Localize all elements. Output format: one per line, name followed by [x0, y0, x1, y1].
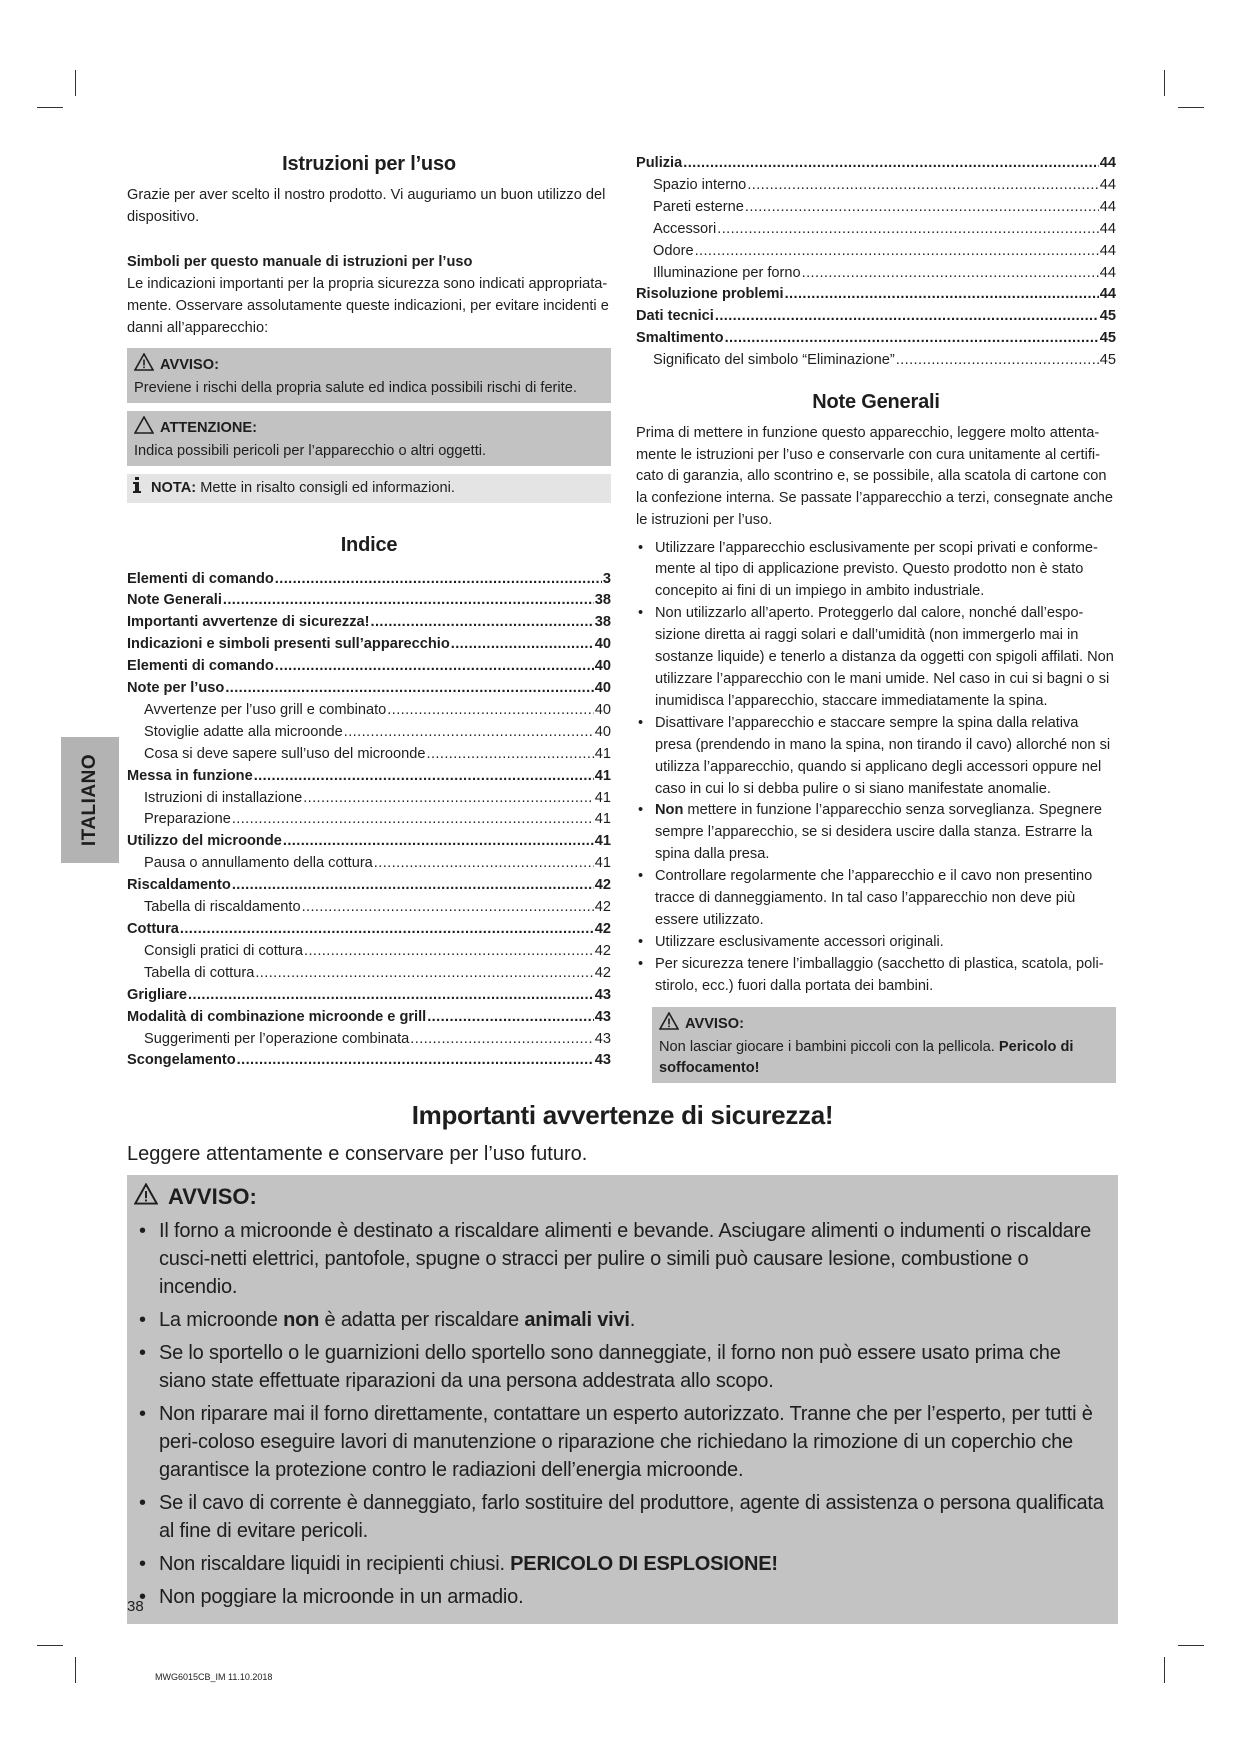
toc-entry-page: 41 [594, 789, 611, 806]
toc-leader-dots [188, 985, 594, 1007]
film-warning-box [652, 1007, 1116, 1083]
list-item-text: Utilizzare esclusivamente accessori originali. [655, 933, 944, 950]
list-item-text: Non utilizzarlo all’aperto. Proteggerlo dal calore, nonché dall’espo-sizione diretta ai raggi solari e dall’umidità (non immergerlo mai in sostanze liquide) e tenerlo a distanza da oggetti con spigoli affilati. Non utilizzare l’apparecchio con le mani umide. Nel caso in cui si bagni o si inumidisca l’apparecchio, staccare immediatamente la spina. [655, 605, 1114, 709]
toc-leader-dots [232, 875, 594, 897]
list-item [636, 932, 1116, 954]
safety-intro: Leggere attentamente e conservare per l’uso futuro. [127, 1143, 588, 1165]
toc-leader-dots [683, 153, 1099, 175]
safety-item-text: Se il cavo di corrente è danneggiato, farlo sostituire del produttore, agente di assistenza o persona qualificata al fine di evitare pericoli. [159, 1492, 1104, 1542]
toc-entry-page: 42 [594, 964, 611, 981]
toc-entry-label: Suggerimenti per l’operazione combinata [144, 1030, 410, 1047]
toc-leader-dots [180, 919, 594, 941]
safety-section [127, 1100, 1118, 1624]
toc-entry-label: Elementi di comando [127, 570, 274, 587]
toc-entry [127, 941, 611, 963]
safety-item-text: Se lo sportello o le guarnizioni dello sportello sono danneggiate, il forno non può essere usato prima che siano state effettuate riparazioni da una persona addestrata allo scopo. [159, 1342, 1061, 1392]
safety-item-emphasis: PERICOLO DI ESPLOSIONE! [510, 1553, 778, 1575]
caution-title: ATTENZIONE: [160, 419, 258, 436]
toc-leader-dots [695, 241, 1099, 263]
safety-item-text: è adatta per riscaldare [319, 1309, 525, 1331]
list-item-text: Controllare regolarmente che l’apparecchio e il cavo non presentino tracce di danneggiamento. In tal caso l’apparecchio non deve più essere utilizzato. [655, 868, 1093, 928]
safety-item-text: Non riparare mai il forno direttamente, contattare un esperto autorizzato. Tranne che per l’esperto, per tutti è peri-coloso eseguire lavori di manutenzione o riparazione che richiedano la rimozione di un coperchio che garantisce la protezione contro le radiazioni dell’energia microonde. [159, 1403, 1093, 1481]
toc-entry-label: Grigliare [127, 986, 188, 1003]
toc-leader-dots [451, 634, 594, 656]
toc-entry-page: 40 [594, 723, 611, 740]
safety-item-text: . [629, 1309, 636, 1331]
warning-triangle-icon [134, 353, 160, 378]
toc-entry-page: 40 [594, 636, 611, 653]
toc-entry [636, 197, 1116, 219]
toc-entry-page: 3 [602, 570, 611, 587]
toc-entry-label: Smaltimento [636, 330, 724, 347]
safety-item-emphasis: animali vivi [524, 1309, 630, 1331]
page-number: 38 [127, 1598, 144, 1615]
language-tab [61, 737, 119, 863]
toc-entry-label: Accessori [653, 220, 717, 237]
crop-mark [1178, 107, 1204, 108]
toc-entry-page: 44 [1099, 155, 1116, 171]
toc-entry [636, 175, 1116, 197]
toc-entry [127, 809, 611, 831]
footer-code: MWG6015CB_IM 11.10.2018 [155, 1672, 273, 1682]
toc-entry-label: Pareti esterne [653, 198, 744, 215]
toc-entry-label: Pausa o annullamento della cottura [144, 855, 373, 872]
toc-entry [636, 306, 1116, 328]
safety-item-emphasis: non [283, 1309, 320, 1331]
toc-entry-label: Utilizzo del microonde [127, 833, 282, 850]
left-column [127, 153, 611, 1072]
toc-leader-dots [717, 219, 1099, 241]
warning-box [127, 348, 611, 403]
intro-text: Grazie per aver scelto il nostro prodotto. Vi auguriamo un buon utilizzo del dispositivo. [127, 187, 606, 225]
toc-entry-page: 40 [594, 680, 611, 697]
toc-entry [127, 897, 611, 919]
toc-entry-label: Messa in funzione [127, 767, 253, 784]
toc-entry-label: Indicazioni e simboli presenti sull’apparecchio [127, 636, 450, 653]
list-item [636, 713, 1116, 801]
toc-entry [127, 1050, 611, 1072]
toc-entry-page: 42 [594, 942, 611, 959]
toc-entry-page: 45 [1099, 308, 1116, 325]
caution-text: Indica possibili pericoli per l’apparecchio o altri oggetti. [134, 442, 487, 459]
toc-entry [127, 634, 611, 656]
section-title-instructions: Istruzioni per l’uso [282, 153, 456, 175]
toc-entry-label: Dati tecnici [636, 308, 714, 325]
list-item [636, 538, 1116, 604]
crop-mark [75, 70, 76, 96]
toc-entry-page: 43 [594, 986, 611, 1003]
crop-mark [1178, 1645, 1204, 1646]
toc-entry-label: Cosa si deve sapere sull’uso del microonde [144, 745, 426, 762]
toc-entry-page: 38 [594, 592, 611, 609]
toc-leader-dots [302, 897, 594, 919]
toc-entry-label: Istruzioni di installazione [144, 789, 303, 806]
safety-item-text: Non riscaldare liquidi in recipienti chiusi. [159, 1553, 511, 1575]
warning-triangle-icon [659, 1012, 685, 1037]
toc-entry-page: 42 [594, 921, 611, 938]
note-text: Mette in risalto consigli ed informazioni. [200, 479, 455, 496]
toc-leader-dots [225, 678, 593, 700]
toc-entry-label: Odore [653, 242, 694, 259]
safety-item-text: Il forno a microonde è destinato a riscaldare alimenti e bevande. Asciugare alimenti o indumenti o riscaldare cusci-netti elettrici, pantofole, spugne o stracci per pulire o simili può causare lesione, combustione o incendio. [159, 1220, 1092, 1298]
toc-entry-page: 45 [1099, 330, 1116, 347]
toc-entry [127, 678, 611, 700]
toc-leader-dots [725, 328, 1099, 350]
toc-entry [127, 766, 611, 788]
toc-leader-dots [427, 744, 594, 766]
index-title: Indice [340, 533, 398, 556]
toc-entry-page: 42 [594, 899, 611, 916]
toc-entry-page: 43 [594, 1030, 611, 1047]
symbols-heading: Simboli per questo manuale di istruzioni per l’uso [127, 254, 473, 271]
toc-entry-label: Tabella di cottura [144, 964, 255, 981]
toc-entry [636, 263, 1116, 285]
table-of-contents-continued [636, 153, 1116, 372]
toc-leader-dots [232, 809, 594, 831]
toc-leader-dots [374, 853, 594, 875]
toc-entry-label: Risoluzione problemi [636, 286, 784, 303]
toc-entry-page: 44 [1099, 242, 1116, 259]
general-notes-list [636, 538, 1116, 998]
toc-entry-page: 41 [594, 833, 611, 850]
safety-list-item [134, 1550, 1106, 1578]
toc-entry-page: 41 [594, 745, 611, 762]
toc-leader-dots [427, 1007, 594, 1029]
toc-entry [636, 153, 1116, 175]
toc-leader-dots [747, 175, 1098, 197]
note-box [127, 474, 611, 503]
list-item-text: mettere in funzione l’apparecchio senza sorveglianza. Spegnere sempre l’apparecchio, se si desidera uscire dalla stanza. Estrarre la spina dalla presa. [655, 802, 1102, 863]
caution-triangle-icon [134, 416, 160, 441]
safety-list-item [134, 1306, 1106, 1334]
toc-entry [127, 744, 611, 766]
safety-list-item [134, 1583, 1106, 1611]
toc-entry-label: Tabella di riscaldamento [144, 899, 301, 916]
safety-warning-box [127, 1175, 1118, 1624]
crop-mark [1164, 70, 1165, 96]
toc-leader-dots [223, 590, 594, 612]
safety-list [134, 1217, 1106, 1611]
toc-entry [127, 853, 611, 875]
safety-title: Importanti avvertenze di sicurezza! [411, 1100, 834, 1130]
toc-entry [636, 241, 1116, 263]
list-item [636, 954, 1116, 998]
toc-entry-label: Riscaldamento [127, 877, 231, 894]
toc-entry-label: Preparazione [144, 811, 231, 828]
toc-entry-page: 41 [594, 811, 611, 828]
warning-triangle-icon [134, 1183, 168, 1211]
toc-entry [636, 284, 1116, 306]
toc-entry [127, 919, 611, 941]
list-item-emphasis: Non [655, 802, 684, 819]
caution-box [127, 411, 611, 466]
safety-list-item [134, 1400, 1106, 1484]
crop-mark [75, 1657, 76, 1683]
symbols-text: Le indicazioni importanti per la propria sicurezza sono indicati appropriata-mente. Osservare assolutamente queste indicazioni, per evitare incidenti e danni all’apparecchio: [127, 276, 609, 336]
toc-entry-page: 42 [594, 877, 611, 894]
toc-entry-label: Elementi di comando [127, 658, 274, 675]
warning-text: Previene i rischi della propria salute ed indica possibili rischi di ferite. [134, 379, 577, 396]
note-label: NOTA: [151, 479, 197, 496]
toc-entry-label: Significato del simbolo “Eliminazione” [653, 352, 895, 369]
toc-entry [127, 1029, 611, 1051]
toc-entry-label: Pulizia [636, 155, 683, 171]
toc-leader-dots [344, 722, 594, 744]
film-warning-danger: Pericolo di soffocamento! [659, 1038, 1074, 1076]
toc-entry [636, 219, 1116, 241]
warning-title: AVVISO: [160, 356, 219, 373]
toc-entry-page: 44 [1099, 220, 1116, 237]
toc-leader-dots [387, 700, 593, 722]
toc-entry [127, 875, 611, 897]
toc-entry [127, 722, 611, 744]
toc-entry [127, 590, 611, 612]
safety-list-item [134, 1339, 1106, 1395]
crop-mark [37, 107, 63, 108]
toc-leader-dots [255, 963, 593, 985]
toc-leader-dots [715, 306, 1099, 328]
toc-entry-label: Note per l’uso [127, 680, 225, 697]
toc-entry-page: 44 [1099, 264, 1116, 281]
film-warning-title: AVVISO: [685, 1015, 744, 1032]
toc-entry [127, 612, 611, 634]
toc-entry-page: 44 [1099, 176, 1116, 193]
toc-leader-dots [237, 1050, 594, 1072]
toc-entry-page: 43 [594, 1008, 611, 1025]
safety-item-text: Non poggiare la microonde in un armadio. [159, 1586, 524, 1608]
safety-list-item [134, 1217, 1106, 1301]
toc-entry [127, 831, 611, 853]
film-warning-text: Non lasciar giocare i bambini piccoli con la pellicola. [659, 1038, 999, 1055]
toc-entry-label: Importanti avvertenze di sicurezza! [127, 614, 370, 631]
toc-leader-dots [785, 284, 1099, 306]
general-notes-text: Prima di mettere in funzione questo apparecchio, leggere molto attenta-mente le istruzioni per l’uso e conservarle con cura unitamente al certifi-cato di garanzia, allo scontrino e, se possibile, alla scatola di cartone con la confezione interna. Se passate l’apparecchio a terzi, consegnate anche le istruzioni per l’uso. [636, 425, 1114, 528]
toc-entry-page: 40 [594, 701, 611, 718]
list-item-text: Disattivare l’apparecchio e staccare sempre la spina dalla relativa presa (prendendo in mano la spina, non tirando il cavo) allorché non si utilizza l’apparecchio, quando si applicano degli accessori oppure nel caso in cui lo si debba pulire o si siano manifestate anomalie. [655, 714, 1111, 797]
toc-entry-label: Modalità di combinazione microonde e grill [127, 1008, 427, 1025]
toc-leader-dots [254, 766, 594, 788]
toc-leader-dots [275, 569, 602, 591]
list-item [636, 866, 1116, 932]
toc-entry-page: 44 [1099, 198, 1116, 215]
toc-entry-page: 38 [594, 614, 611, 631]
toc-entry [636, 350, 1116, 372]
toc-leader-dots [410, 1029, 593, 1051]
toc-entry [127, 569, 611, 591]
safety-list-item [134, 1489, 1106, 1545]
toc-leader-dots [896, 350, 1099, 372]
toc-leader-dots [371, 612, 594, 634]
toc-entry-page: 41 [594, 767, 611, 784]
safety-warning-title: AVVISO: [168, 1184, 257, 1209]
list-item [636, 603, 1116, 713]
section-title-general-notes: Note Generali [812, 391, 940, 414]
toc-entry [636, 328, 1116, 350]
toc-entry [127, 985, 611, 1007]
toc-leader-dots [304, 941, 594, 963]
toc-entry-page: 40 [594, 658, 611, 675]
toc-leader-dots [283, 831, 594, 853]
list-item [636, 800, 1116, 866]
info-icon [133, 477, 151, 500]
toc-entry-page: 45 [1099, 352, 1116, 369]
list-item-text: Utilizzare l’apparecchio esclusivamente per scopi privati e conforme-mente al tipo di applicazione previsto. Questo prodotto non è stato concepito ai fini di un impiego in ambito industriale. [655, 539, 1098, 600]
toc-entry-label: Stoviglie adatte alla microonde [144, 723, 343, 740]
toc-entry-label: Spazio interno [653, 176, 747, 193]
toc-entry-page: 44 [1099, 286, 1116, 303]
table-of-contents [127, 569, 611, 1073]
toc-leader-dots [303, 788, 594, 810]
toc-entry-label: Avvertenze per l’uso grill e combinato [144, 701, 387, 718]
toc-entry-label: Note Generali [127, 592, 222, 609]
toc-entry-page: 43 [594, 1052, 611, 1069]
crop-mark [1164, 1657, 1165, 1683]
safety-item-text: La microonde [159, 1309, 284, 1331]
language-label: ITALIANO [79, 753, 100, 847]
toc-leader-dots [275, 656, 594, 678]
right-column [636, 153, 1116, 1083]
toc-entry [127, 963, 611, 985]
toc-entry [127, 788, 611, 810]
toc-leader-dots [802, 263, 1099, 285]
list-item-text: Per sicurezza tenere l’imballaggio (sacchetto di plastica, scatola, poli-stirolo, ecc.) fuori dalla portata dei bambini. [655, 955, 1104, 994]
toc-entry [127, 1007, 611, 1029]
toc-entry-label: Illuminazione per forno [653, 264, 801, 281]
toc-entry [127, 656, 611, 678]
toc-entry-label: Scongelamento [127, 1052, 236, 1069]
toc-leader-dots [745, 197, 1099, 219]
crop-mark [37, 1645, 63, 1646]
toc-entry [127, 700, 611, 722]
toc-entry-label: Cottura [127, 921, 179, 938]
toc-entry-page: 41 [594, 855, 611, 872]
toc-entry-label: Consigli pratici di cottura [144, 942, 303, 959]
